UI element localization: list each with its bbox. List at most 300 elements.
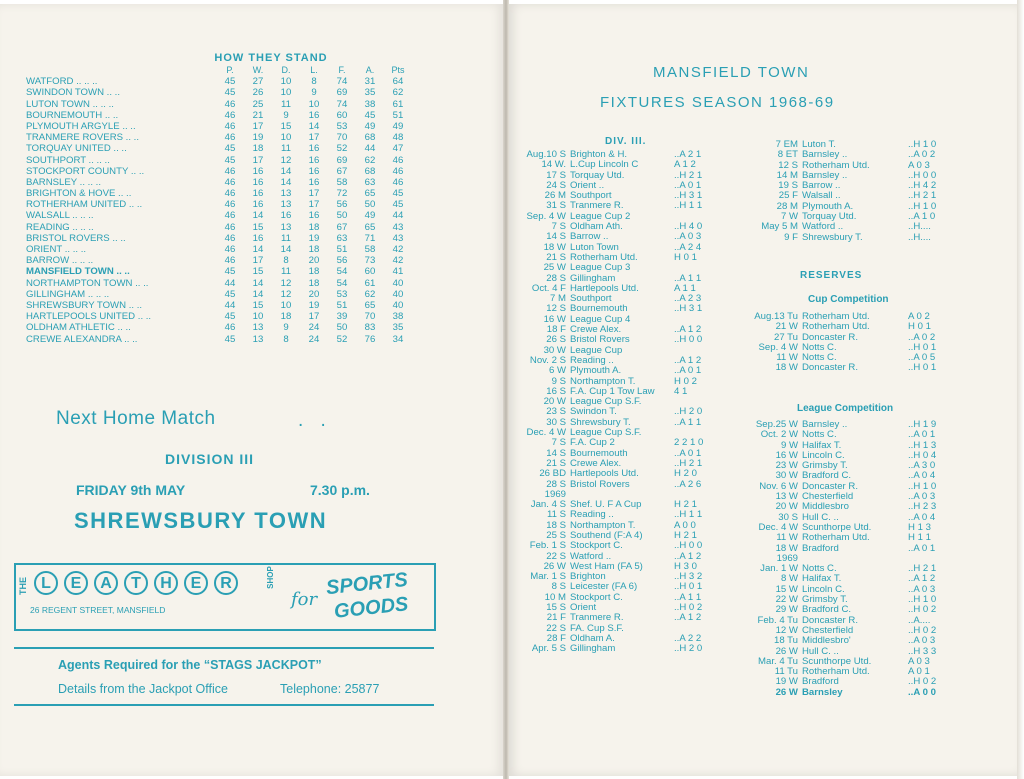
- stat-p: 46: [224, 221, 236, 233]
- fixture-date: 30 S: [546, 416, 566, 428]
- fixture-date: 16 W: [775, 449, 798, 461]
- stat-w: 15: [252, 221, 264, 233]
- stat-w: 14: [252, 288, 264, 300]
- fixture-opponent: Brighton & H.: [570, 150, 628, 160]
- fixture-opponent: Shrewsbury T.: [802, 232, 863, 243]
- fixture-date: 7 EM: [775, 139, 798, 150]
- fixture-opponent: Chesterfield: [802, 625, 854, 636]
- stat-p: 44: [224, 277, 236, 289]
- fixture-result: H 3 0: [674, 560, 697, 572]
- fixture-opponent: Torquay Utd.: [802, 212, 857, 223]
- fixture-date: 7 W: [780, 211, 798, 223]
- fixture-row: [746, 636, 950, 646]
- stat-l: 16: [308, 109, 320, 121]
- fixture-date: 28 S: [546, 478, 566, 490]
- fixture-date: 8 ET: [777, 149, 798, 161]
- stat-f: 52: [336, 333, 348, 345]
- fixture-result: ..H 1 3: [908, 439, 937, 451]
- fixture-date: 19 W: [775, 676, 798, 688]
- fixture-date: Dec. 4 W: [758, 521, 798, 533]
- fixture-result: ..A 2 4: [674, 241, 702, 253]
- fixture-result: ..H 1 0: [908, 139, 937, 150]
- fixture-date: 21 W: [775, 321, 798, 333]
- fixture-date: Sep.25 W: [755, 419, 798, 430]
- fixture-date: Sep. 4 W: [526, 210, 566, 222]
- fixture-date: 26 BD: [539, 468, 566, 480]
- fixture-date: 18 W: [543, 241, 566, 253]
- stat-f: 53: [336, 120, 348, 132]
- fixture-opponent: Orient: [570, 603, 597, 614]
- stat-w: 17: [252, 120, 264, 132]
- stat-pts: 38: [392, 311, 404, 323]
- fixture-result: ..H 2 0: [674, 643, 703, 655]
- fixture-date: 31 S: [546, 200, 566, 212]
- stat-p: 45: [224, 288, 236, 300]
- stat-p: 46: [224, 98, 236, 110]
- team-name: HARTLEPOOLS UNITED .. ..: [26, 311, 152, 323]
- stat-f: 70: [336, 132, 348, 144]
- stat-f: 50: [336, 210, 348, 222]
- stat-l: 16: [308, 176, 320, 188]
- stat-a: 63: [364, 176, 376, 188]
- stat-pts: 46: [392, 176, 404, 188]
- stat-p: 46: [224, 165, 236, 177]
- fixture-opponent: Chesterfield: [802, 492, 854, 503]
- fixture-result: ..H 1 0: [908, 200, 937, 212]
- fixture-date: 11 Tu: [774, 666, 798, 678]
- fixture-opponent: Lincoln C.: [802, 584, 845, 595]
- fixture-opponent: Tranmere R.: [570, 201, 624, 212]
- fixture-opponent: Doncaster R.: [802, 332, 858, 343]
- fixture-opponent: Stockport C.: [570, 592, 623, 603]
- fixture-result: ..A 1 2: [674, 612, 702, 624]
- fixture-opponent: Barrow ..: [570, 232, 609, 243]
- stat-f: 60: [336, 109, 348, 121]
- stat-a: 44: [364, 143, 376, 155]
- fixture-opponent: Southport: [570, 294, 612, 305]
- fixture-date: Feb. 1 S: [529, 540, 566, 552]
- fixture-row: [512, 644, 716, 654]
- team-name: CREWE ALEXANDRA .. ..: [26, 333, 138, 345]
- fixture-opponent: West Ham (FA 5): [570, 561, 643, 572]
- fixture-date: Oct. 2 W: [760, 429, 798, 441]
- table-row: [26, 278, 456, 289]
- fixture-date: 9 F: [784, 231, 798, 243]
- fixture-date: 30 S: [778, 511, 798, 523]
- fixture-opponent: Lincoln C.: [802, 450, 845, 461]
- fixture-date: 26 W: [543, 560, 566, 572]
- jackpot-details: Details from the Jackpot Office: [58, 682, 228, 696]
- stat-d: 9: [283, 322, 289, 334]
- fixture-date: 29 W: [775, 604, 798, 616]
- stat-pts: 42: [392, 244, 404, 255]
- fixture-date: 9 W: [780, 439, 798, 451]
- stat-d: 15: [280, 120, 292, 132]
- fixture-result: A 1 2: [674, 159, 696, 171]
- table-row: [26, 311, 456, 322]
- stat-f: 67: [336, 221, 348, 233]
- stat-p: 45: [224, 154, 236, 166]
- stat-p: 45: [224, 143, 236, 155]
- fixture-result: ..H 1 9: [908, 419, 937, 430]
- team-name: WATFORD .. .. ..: [26, 76, 98, 88]
- fixture-opponent: Rotherham Utd.: [570, 252, 638, 263]
- stat-l: 17: [308, 311, 320, 323]
- fixture-opponent: Notts C.: [802, 342, 837, 353]
- fixture-opponent: Halifax T.: [802, 440, 842, 451]
- stat-f: 69: [336, 154, 348, 166]
- stat-d: 14: [280, 165, 292, 177]
- stat-f: 52: [336, 143, 348, 155]
- fixture-date: 21 S: [546, 251, 566, 263]
- fixture-date: 12 S: [778, 159, 798, 171]
- stat-a: 65: [364, 299, 376, 311]
- stat-w: 25: [252, 98, 264, 110]
- fixture-opponent: Brighton: [570, 572, 606, 583]
- fixture-opponent: League Cup 3: [570, 263, 631, 274]
- stat-a: 49: [364, 210, 376, 222]
- stat-a: 71: [364, 232, 376, 244]
- fixture-result: ..A 1 2: [674, 354, 702, 366]
- table-row: [26, 244, 456, 255]
- fixture-opponent: Grimsby T.: [802, 461, 848, 472]
- fixture-opponent: Rotherham Utd.: [802, 533, 870, 544]
- stat-p: 46: [224, 199, 236, 211]
- stat-d: 18: [280, 311, 292, 323]
- fixture-result: 4 1: [674, 385, 688, 397]
- fixture-result: ..A 2 3: [674, 293, 702, 305]
- fixture-result: A 0 0: [674, 519, 696, 531]
- advert-letter: R: [214, 571, 238, 595]
- stat-p: 44: [224, 299, 236, 311]
- table-title: HOW THEY STAND: [214, 52, 328, 64]
- fixture-opponent: Reading ..: [570, 510, 614, 521]
- stat-p: 45: [224, 76, 236, 88]
- fixture-opponent: Luton Town: [570, 242, 619, 253]
- stat-l: 16: [308, 165, 320, 177]
- fixture-opponent: Tranmere R.: [570, 613, 624, 624]
- fixture-result: ..H 4 0: [674, 221, 703, 233]
- stat-p: 46: [224, 232, 236, 244]
- fixture-result: ..A 0 2: [908, 149, 936, 161]
- stat-w: 13: [252, 322, 264, 334]
- stat-w: 14: [252, 210, 264, 222]
- table-row: [26, 222, 456, 233]
- table-row: [26, 166, 456, 177]
- fixture-result: ..H 1 0: [908, 594, 937, 606]
- stat-d: 8: [283, 333, 289, 345]
- fixture-result: ..A 1 1: [674, 272, 702, 284]
- fixture-result: ..A 0 3: [908, 491, 936, 503]
- fixture-opponent: Walsall ..: [802, 191, 841, 202]
- fixture-date: 7 S: [551, 437, 566, 449]
- fixture-opponent: Leicester (FA 6): [570, 582, 638, 593]
- fixture-result: ..A 0 2: [908, 331, 936, 343]
- fixture-date: 26 W: [775, 645, 798, 657]
- advert-letter: E: [184, 571, 208, 595]
- col-header: W.: [252, 65, 264, 75]
- stat-w: 14: [252, 244, 264, 255]
- fixture-date: Mar. 4 Tu: [758, 655, 798, 667]
- fixture-opponent: Oldham Ath.: [570, 222, 623, 233]
- stat-pts: 40: [392, 288, 404, 300]
- stat-w: 27: [252, 76, 264, 88]
- table-row: [26, 110, 456, 121]
- fixture-date: 12 W: [775, 624, 798, 636]
- table-row: [26, 87, 456, 98]
- stat-l: 9: [311, 87, 317, 99]
- stat-w: 17: [252, 255, 264, 267]
- stat-a: 76: [364, 333, 376, 345]
- stat-d: 12: [280, 288, 292, 300]
- team-name: MANSFIELD TOWN .. ..: [26, 266, 130, 278]
- fixture-date: 6 W: [548, 365, 566, 377]
- fixture-date: Feb. 4 Tu: [757, 614, 798, 626]
- fixture-date: 17 S: [546, 169, 566, 181]
- team-name: BARROW .. .. ..: [26, 255, 94, 267]
- league-table: [26, 52, 456, 345]
- stat-w: 26: [252, 87, 264, 99]
- team-name: BRISTOL ROVERS .. ..: [26, 232, 126, 244]
- col-header: A.: [365, 65, 375, 75]
- stat-f: 51: [336, 299, 348, 311]
- fixture-opponent: Hartlepools Utd.: [570, 469, 639, 480]
- fixtures-first-team: [512, 150, 716, 655]
- fixture-date: Mar. 1 S: [530, 571, 566, 583]
- fixture-result: ..H 0 0: [674, 334, 703, 346]
- fixture-opponent: Oldham A.: [570, 633, 615, 644]
- fixture-result: ..H 3 3: [908, 645, 937, 657]
- stat-a: 60: [364, 266, 376, 278]
- fixture-opponent: Crewe Alex.: [570, 325, 622, 336]
- fixture-date: 25 S: [546, 529, 566, 541]
- stat-pts: 47: [392, 143, 404, 155]
- stat-pts: 40: [392, 277, 404, 289]
- stat-w: 16: [252, 232, 264, 244]
- fixture-result: A 1 1: [674, 282, 696, 294]
- stat-f: 39: [336, 311, 348, 323]
- stat-f: 63: [336, 232, 348, 244]
- fixture-result: ..A 0 0: [908, 686, 936, 698]
- fixture-date: 9 S: [551, 375, 566, 387]
- fixture-row: [512, 480, 716, 490]
- match-opponent: SHREWSBURY TOWN: [74, 508, 328, 533]
- table-row: [26, 99, 456, 110]
- fixture-opponent: Stockport C.: [570, 541, 623, 552]
- stat-pts: 34: [392, 333, 404, 345]
- fixture-date: 11 W: [776, 532, 798, 544]
- fixture-opponent: Southport: [570, 191, 612, 202]
- team-name: SHREWSBURY TOWN .. ..: [26, 299, 143, 311]
- fixture-opponent: League Cup 2: [570, 211, 631, 222]
- divider-line: [14, 704, 434, 706]
- fixture-date: Oct. 4 F: [531, 282, 566, 294]
- fixture-date: 20 W: [775, 501, 798, 513]
- fixture-opponent: [570, 490, 674, 500]
- reserves-title: RESERVES: [800, 270, 863, 281]
- stat-pts: 40: [392, 299, 404, 311]
- fixture-opponent: Swindon T.: [570, 407, 617, 418]
- table-row: [26, 76, 456, 87]
- stat-a: 73: [364, 255, 376, 267]
- stat-f: 67: [336, 165, 348, 177]
- advert-letter: E: [64, 571, 88, 595]
- fixture-opponent: Barnsley ..: [802, 150, 848, 161]
- fixture-result: ..H 1 1: [674, 200, 703, 212]
- team-name: SOUTHPORT .. .. ..: [26, 154, 110, 166]
- fixture-result: ..A 2 6: [674, 478, 702, 490]
- fixture-result: ..A 0 4: [908, 511, 936, 523]
- fixture-opponent: Doncaster R.: [802, 363, 858, 374]
- fixture-result: ..A 0 4: [908, 470, 936, 482]
- stat-a: 65: [364, 188, 376, 200]
- fixture-date: 1969: [544, 488, 566, 500]
- table-row: [26, 300, 456, 311]
- fixture-date: Jan. 1 W: [760, 563, 798, 575]
- fixture-result: ..H 2 1: [674, 457, 703, 469]
- advert-letter: L: [34, 571, 58, 595]
- fixture-result: ..H 2 1: [908, 190, 937, 202]
- fixture-date: Nov. 2 S: [529, 354, 566, 366]
- stat-w: 16: [252, 176, 264, 188]
- fixture-result: ..H 2 0: [674, 406, 703, 418]
- col-header: F.: [338, 65, 346, 75]
- stat-w: 16: [252, 188, 264, 200]
- fixture-result: A 0 3: [908, 655, 930, 667]
- fixture-date: 16 W: [543, 313, 566, 325]
- fixture-opponent: Notts C.: [802, 353, 837, 364]
- fixture-date: 28 M: [776, 200, 798, 212]
- fixture-date: 25 F: [778, 190, 798, 202]
- fixture-date: 21 F: [546, 612, 566, 624]
- stat-d: 8: [283, 255, 289, 267]
- team-name: GILLINGHAM .. .. ..: [26, 288, 110, 300]
- stat-d: 9: [283, 109, 289, 121]
- fixture-result: ..A 0 3: [674, 231, 702, 243]
- team-name: SWINDON TOWN .. ..: [26, 87, 120, 99]
- stat-p: 45: [224, 87, 236, 99]
- stat-l: 18: [308, 266, 320, 278]
- stat-a: 70: [364, 311, 376, 323]
- fixture-date: Dec. 4 W: [526, 427, 566, 439]
- fixture-date: 8 W: [780, 573, 798, 585]
- fixture-opponent: Doncaster R.: [802, 615, 858, 626]
- fixture-opponent: F.A. Cup 2: [570, 438, 615, 449]
- fixture-result: ..A 2 2: [674, 632, 702, 644]
- team-name: WALSALL .. .. ..: [26, 210, 94, 222]
- fixture-result: ..H 2 3: [908, 501, 937, 513]
- table-row: [26, 233, 456, 244]
- table-row: [26, 322, 456, 333]
- leather-shop-advert: [14, 563, 436, 631]
- fixture-row: [512, 613, 716, 623]
- fixture-opponent: Grimsby T.: [802, 595, 848, 606]
- division-three-label: DIV. III.: [605, 136, 647, 147]
- stat-p: 46: [224, 244, 236, 255]
- team-name: ORIENT .. .. ..: [26, 244, 87, 255]
- stat-f: 54: [336, 277, 348, 289]
- fixture-opponent: L.Cup Lincoln C: [570, 160, 639, 171]
- stat-a: 45: [364, 109, 376, 121]
- stat-f: 56: [336, 199, 348, 211]
- fixture-opponent: League Cup: [570, 345, 623, 356]
- stat-pts: 62: [392, 87, 404, 99]
- fixture-date: 11 W: [776, 352, 798, 364]
- fixture-date: 23 W: [775, 460, 798, 472]
- stat-d: 10: [280, 132, 292, 144]
- stat-w: 15: [252, 299, 264, 311]
- stat-a: 35: [364, 87, 376, 99]
- stat-l: 18: [308, 244, 320, 255]
- fixture-opponent: FA. Cup S.F.: [570, 623, 624, 634]
- fixture-result: ..A 1 2: [674, 550, 702, 562]
- fixture-opponent: League Cup S.F.: [570, 397, 642, 408]
- fixture-date: 22 S: [546, 622, 566, 634]
- stat-d: 11: [281, 98, 291, 110]
- stat-w: 16: [252, 165, 264, 177]
- fixture-result: H 1 1: [908, 532, 931, 544]
- stat-w: 10: [252, 311, 264, 323]
- fixture-result: H 2 0: [674, 468, 697, 480]
- fixture-opponent: Watford ..: [570, 551, 612, 562]
- stat-p: 46: [224, 255, 236, 267]
- league-competition-title: League Competition: [797, 403, 894, 414]
- fixture-result: ..H 3 1: [674, 303, 703, 315]
- table-row: [26, 255, 456, 266]
- fixture-result: ..H....: [908, 231, 931, 243]
- fixture-opponent: Hull C. ..: [802, 512, 839, 523]
- stat-pts: 41: [392, 266, 404, 278]
- fixture-result: ..H 0 0: [674, 540, 703, 552]
- fixture-opponent: Plymouth A.: [570, 366, 622, 377]
- stat-d: 11: [281, 266, 291, 278]
- team-name: TORQUAY UNITED .. ..: [26, 143, 127, 155]
- fixture-opponent: Notts C.: [802, 430, 837, 441]
- fixture-date: 18 W: [775, 542, 798, 554]
- fixtures-title-club: MANSFIELD TOWN: [653, 64, 810, 81]
- stat-d: 14: [280, 244, 292, 255]
- fixture-opponent: Watford ..: [802, 222, 844, 233]
- table-row: [26, 177, 456, 188]
- fixture-row: [746, 688, 950, 698]
- match-time: 7.30 p.m.: [310, 482, 370, 498]
- stat-f: 51: [336, 244, 348, 255]
- fixture-date: 18 S: [546, 519, 566, 531]
- fixture-result: ..A 0 3: [908, 635, 936, 647]
- fixture-opponent: Barrow ..: [802, 181, 841, 192]
- fixture-result: H 2 1: [674, 499, 697, 511]
- stat-w: 14: [252, 277, 264, 289]
- fixture-result: ..H 2 1: [908, 563, 937, 575]
- stat-w: 15: [252, 266, 264, 278]
- fixture-result: ..A 1 2: [908, 573, 936, 585]
- team-name: STOCKPORT COUNTY .. ..: [26, 165, 145, 177]
- team-name: OLDHAM ATHLETIC .. ..: [26, 322, 131, 334]
- fixture-date: Aug.13 Tu: [754, 311, 798, 322]
- fixture-row: [512, 304, 716, 314]
- stat-a: 65: [364, 221, 376, 233]
- stat-l: 18: [308, 221, 320, 233]
- fixture-date: 28 S: [546, 272, 566, 284]
- fixture-opponent: Crewe Alex.: [570, 458, 622, 469]
- fixture-result: ..A 0 1: [674, 179, 702, 191]
- fixture-opponent: Southend (F:A 4): [570, 530, 643, 541]
- fixture-opponent: Hull C. ..: [802, 646, 839, 657]
- fixture-date: 10 M: [544, 591, 566, 603]
- table-row: [26, 289, 456, 300]
- fixture-date: 18 Tu: [773, 635, 798, 647]
- fixture-opponent: Barnsley: [802, 687, 843, 698]
